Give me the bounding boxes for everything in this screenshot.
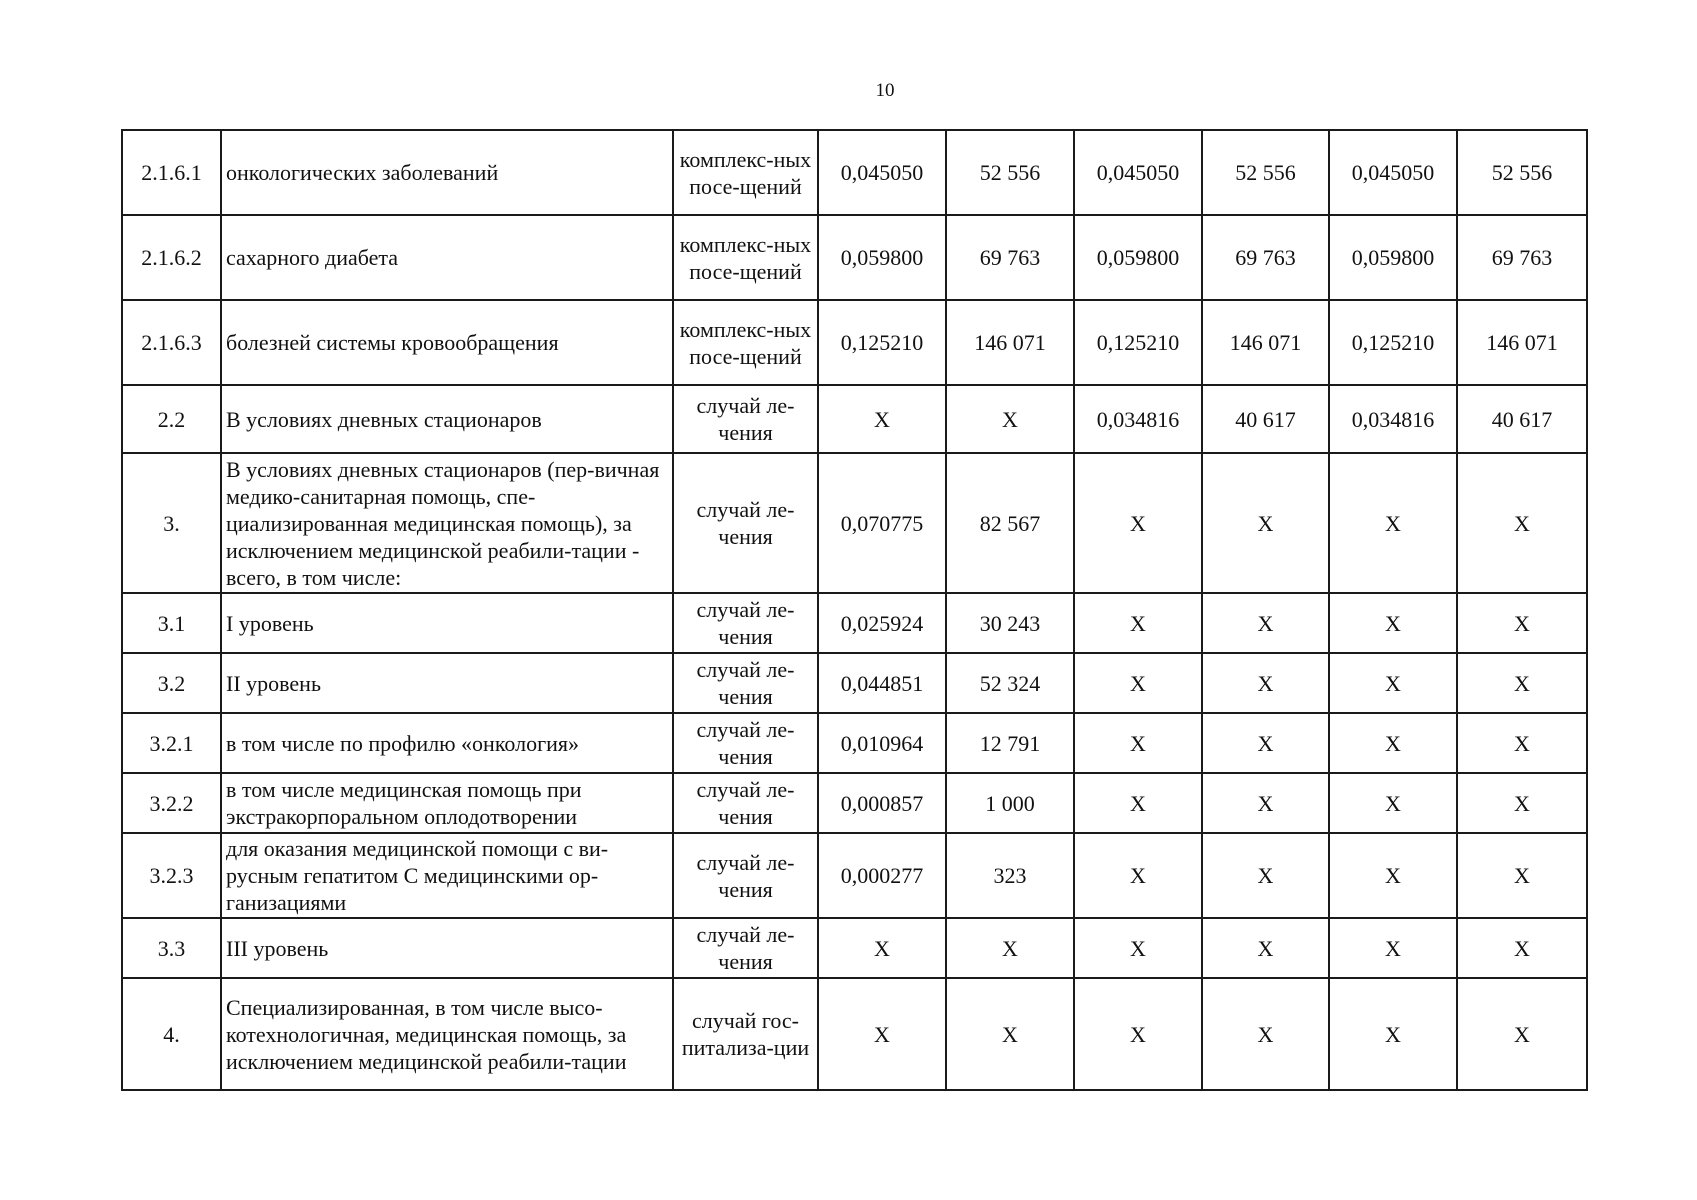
value-cell: X <box>1074 918 1202 978</box>
unit-cell: комплекс-ных посе-щений <box>673 300 818 385</box>
value-cell: X <box>1074 773 1202 833</box>
value-cell: X <box>946 978 1074 1090</box>
value-cell: X <box>1202 593 1329 653</box>
value-cell: X <box>1329 978 1457 1090</box>
row-name-cell: В условиях дневных стационаров (пер-вичная медико-санитарная помощь, спе-циализированная медицинская помощь), за исключением медицинской реабили-тации - всего, в том числе: <box>221 453 673 593</box>
table-row <box>122 773 1587 833</box>
tariff-table <box>121 129 1588 1091</box>
value-cell: X <box>1329 453 1457 593</box>
value-cell: 82 567 <box>946 453 1074 593</box>
value-cell: 0,034816 <box>1074 385 1202 453</box>
row-name-cell: онкологических заболеваний <box>221 130 673 215</box>
value-cell: 30 243 <box>946 593 1074 653</box>
value-cell: 0,044851 <box>818 653 946 713</box>
value-cell: X <box>1074 713 1202 773</box>
value-cell: 69 763 <box>1202 215 1329 300</box>
value-cell: X <box>1074 453 1202 593</box>
row-number-cell: 3. <box>122 453 221 593</box>
value-cell: 0,045050 <box>818 130 946 215</box>
value-cell: 0,059800 <box>1329 215 1457 300</box>
value-cell: 0,025924 <box>818 593 946 653</box>
value-cell: X <box>818 978 946 1090</box>
value-cell: 0,125210 <box>1074 300 1202 385</box>
row-name-cell: сахарного диабета <box>221 215 673 300</box>
value-cell: 40 617 <box>1457 385 1587 453</box>
value-cell: 0,125210 <box>1329 300 1457 385</box>
value-cell: 12 791 <box>946 713 1074 773</box>
row-number-cell: 3.1 <box>122 593 221 653</box>
value-cell: X <box>1202 833 1329 918</box>
value-cell: X <box>1329 773 1457 833</box>
value-cell: 52 556 <box>946 130 1074 215</box>
value-cell: X <box>1329 918 1457 978</box>
value-cell: 0,010964 <box>818 713 946 773</box>
value-cell: 1 000 <box>946 773 1074 833</box>
value-cell: X <box>1074 978 1202 1090</box>
unit-cell: случай ле-чения <box>673 453 818 593</box>
table-row <box>122 833 1587 918</box>
value-cell: X <box>1074 833 1202 918</box>
value-cell: 52 556 <box>1457 130 1587 215</box>
value-cell: X <box>946 385 1074 453</box>
unit-cell: случай ле-чения <box>673 773 818 833</box>
value-cell: 0,045050 <box>1074 130 1202 215</box>
value-cell: 0,059800 <box>1074 215 1202 300</box>
value-cell: X <box>1202 653 1329 713</box>
value-cell: X <box>1457 713 1587 773</box>
table-row <box>122 453 1587 593</box>
row-name-cell: болезней системы кровообращения <box>221 300 673 385</box>
row-number-cell: 3.2.2 <box>122 773 221 833</box>
value-cell: X <box>1457 978 1587 1090</box>
row-name-cell: в том числе по профилю «онкология» <box>221 713 673 773</box>
row-number-cell: 2.2 <box>122 385 221 453</box>
row-name-cell: в том числе медицинская помощь при экстракорпоральном оплодотворении <box>221 773 673 833</box>
value-cell: X <box>1202 918 1329 978</box>
unit-cell: случай ле-чения <box>673 593 818 653</box>
row-name-cell: для оказания медицинской помощи с ви-русным гепатитом С медицинскими ор-ганизациями <box>221 833 673 918</box>
row-number-cell: 2.1.6.3 <box>122 300 221 385</box>
table-row <box>122 978 1587 1090</box>
value-cell: X <box>1457 653 1587 713</box>
value-cell: X <box>1202 773 1329 833</box>
value-cell: 0,034816 <box>1329 385 1457 453</box>
value-cell: 0,045050 <box>1329 130 1457 215</box>
unit-cell: случай ле-чения <box>673 833 818 918</box>
value-cell: X <box>1329 713 1457 773</box>
unit-cell: комплекс-ных посе-щений <box>673 215 818 300</box>
value-cell: X <box>1457 773 1587 833</box>
value-cell: X <box>818 918 946 978</box>
table-row <box>122 300 1587 385</box>
value-cell: X <box>1457 453 1587 593</box>
row-number-cell: 3.3 <box>122 918 221 978</box>
value-cell: X <box>1202 978 1329 1090</box>
row-number-cell: 3.2.1 <box>122 713 221 773</box>
table-row <box>122 385 1587 453</box>
row-name-cell: III уровень <box>221 918 673 978</box>
unit-cell: случай ле-чения <box>673 385 818 453</box>
value-cell: X <box>1457 918 1587 978</box>
row-number-cell: 3.2.3 <box>122 833 221 918</box>
value-cell: X <box>1457 593 1587 653</box>
value-cell: X <box>818 385 946 453</box>
table-row <box>122 918 1587 978</box>
value-cell: 52 556 <box>1202 130 1329 215</box>
table-row <box>122 215 1587 300</box>
unit-cell: случай ле-чения <box>673 918 818 978</box>
unit-cell: случай ле-чения <box>673 713 818 773</box>
value-cell: X <box>1329 833 1457 918</box>
row-number-cell: 4. <box>122 978 221 1090</box>
value-cell: 0,000857 <box>818 773 946 833</box>
row-name-cell: I уровень <box>221 593 673 653</box>
value-cell: X <box>1202 453 1329 593</box>
table-row <box>122 130 1587 215</box>
value-cell: 69 763 <box>1457 215 1587 300</box>
value-cell: 323 <box>946 833 1074 918</box>
value-cell: 0,125210 <box>818 300 946 385</box>
value-cell: X <box>1329 653 1457 713</box>
value-cell: 0,070775 <box>818 453 946 593</box>
value-cell: X <box>1457 833 1587 918</box>
value-cell: 0,059800 <box>818 215 946 300</box>
row-number-cell: 3.2 <box>122 653 221 713</box>
value-cell: X <box>1329 593 1457 653</box>
value-cell: X <box>1074 653 1202 713</box>
table-row <box>122 653 1587 713</box>
value-cell: 52 324 <box>946 653 1074 713</box>
table-row <box>122 593 1587 653</box>
row-number-cell: 2.1.6.1 <box>122 130 221 215</box>
row-name-cell: II уровень <box>221 653 673 713</box>
unit-cell: комплекс-ных посе-щений <box>673 130 818 215</box>
value-cell: 146 071 <box>1457 300 1587 385</box>
row-name-cell: Специализированная, в том числе высо-котехнологичная, медицинская помощь, за исключением медицинской реабили-тации <box>221 978 673 1090</box>
row-number-cell: 2.1.6.2 <box>122 215 221 300</box>
value-cell: 146 071 <box>1202 300 1329 385</box>
value-cell: X <box>946 918 1074 978</box>
page-number: 10 <box>875 80 895 101</box>
value-cell: X <box>1074 593 1202 653</box>
value-cell: 40 617 <box>1202 385 1329 453</box>
value-cell: 69 763 <box>946 215 1074 300</box>
table-row <box>122 713 1587 773</box>
row-name-cell: В условиях дневных стационаров <box>221 385 673 453</box>
unit-cell: случай гос-питализа-ции <box>673 978 818 1090</box>
value-cell: 0,000277 <box>818 833 946 918</box>
value-cell: X <box>1202 713 1329 773</box>
value-cell: 146 071 <box>946 300 1074 385</box>
unit-cell: случай ле-чения <box>673 653 818 713</box>
